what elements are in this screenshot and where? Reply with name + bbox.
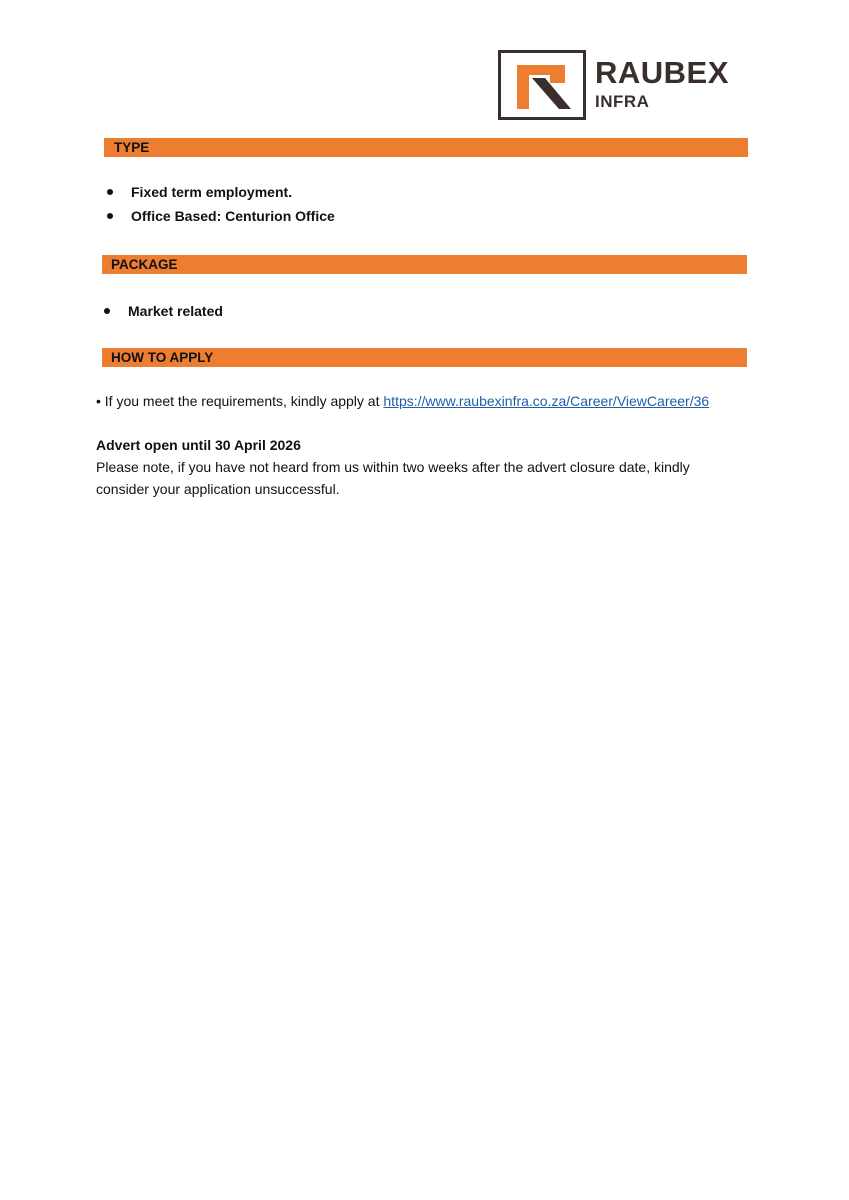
logo-subtitle: INFRA [595, 92, 650, 111]
bullet-icon [104, 308, 110, 314]
section-heading-package-label: PACKAGE [111, 257, 178, 272]
apply-link[interactable]: https://www.raubexinfra.co.za/Career/ViewCareer/36 [383, 393, 710, 409]
company-logo [498, 50, 743, 122]
closure-note-line-1: Please note, if you have not heard from us within two weeks after the advert closure date, kindly [96, 459, 690, 475]
advert-deadline: Advert open until 30 April 2026 [96, 437, 301, 453]
section-heading-type-label: TYPE [114, 140, 150, 155]
bullet-icon [107, 189, 113, 195]
raubex-logo-icon [498, 50, 586, 120]
bullet-icon [107, 213, 113, 219]
closure-note-line-2: consider your application unsuccessful. [96, 481, 340, 497]
type-item-2: Office Based: Centurion Office [131, 208, 335, 224]
apply-instruction-text: • If you meet the requirements, kindly apply at [96, 393, 384, 409]
section-heading-package [102, 255, 747, 274]
logo-mark-icon [513, 63, 573, 111]
type-item-1: Fixed term employment. [131, 184, 293, 200]
section-heading-how-to-apply [102, 348, 747, 367]
section-heading-how-to-apply-label: HOW TO APPLY [111, 350, 214, 365]
package-item-1: Market related [128, 303, 223, 319]
logo-wordmark: RAUBEX [595, 55, 729, 90]
apply-instruction [96, 392, 709, 410]
section-heading-type [104, 138, 748, 157]
